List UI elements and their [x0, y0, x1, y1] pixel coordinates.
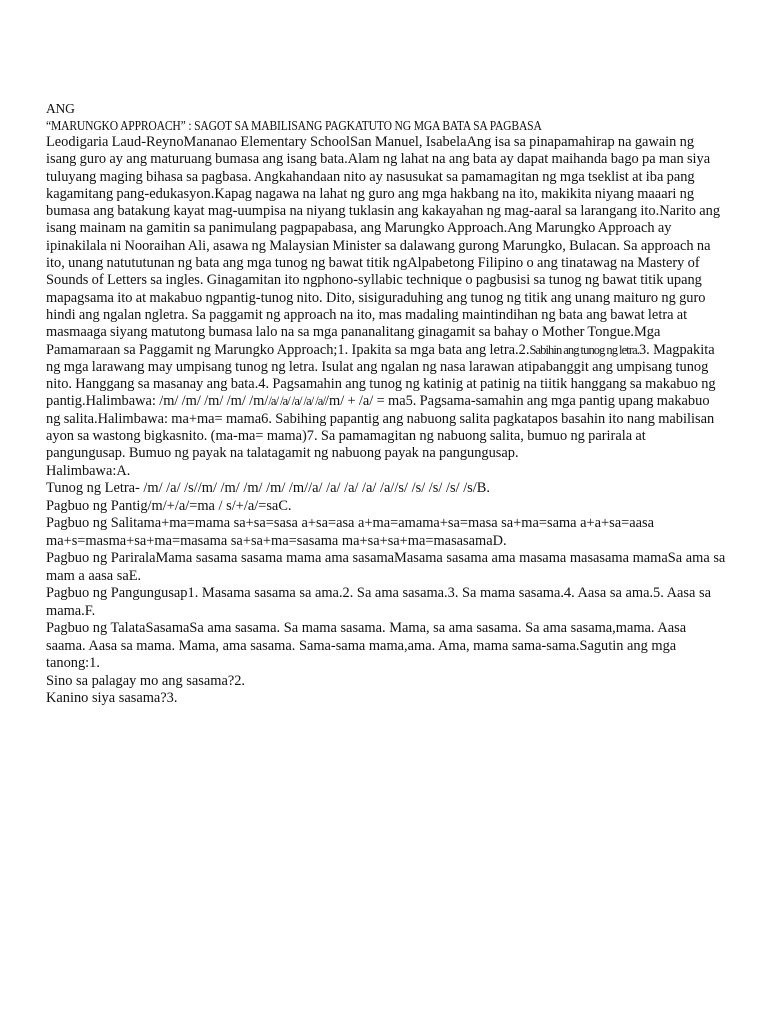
body-part-1: Leodigaria Laud-ReynoMananao Elementary SchoolSan Manuel, IsabelaAng isa sa pinapamahirap na gawain ng isang guro ay ang maturuang bumasa ang isang bata.Alam ng lahat na ang bata ay dapat maihanda bago pa man siya tuluyang maging bihasa sa pagbasa. Angkahandaan nito ay nasusukat sa pamamagitan ng mga tseklist at iba pang kagamitang pang-edukasyon.Kapag nagawa na lahat ng guro ang mga hakbang na ito, makikita niyang maaari ng bumasa ang batakung kayat mag-uumpisa na niyang tuklasin ang kakayahan ng mag-aaral sa larangang ito.Narito ang isang mainam na gamitin sa panimulang pagpapabasa, ang Marungko Approach.Ang Marungko Approach ay ipinakilala ni Nooraihan Ali, asawa ng Malaysian Minister sa dalawang gurong Marungko, Bulacan. Sa approach na ito, unang natututunan ng bata ang mga tunog ng bawat titik ngAlpabetong Filipino o ang tinatawag na Mastery of Sounds of Letters sa ingles. Ginagamitan ito ngphono-syllabic technique o pagbusisi sa tunog ng bawat titik upang mapagsama ito at makabuo ngpantig-tunog nito. Dito, sisiguraduhing ang tunog ng titik ang unang maituro ng guro hindi ang ngalan ngletra. Sa paggamit ng approach na ito, mas madaling maintindihan ng bata ang bawat letra at masmaaga siyang matutong bumasa lalo na sa mga pananalitang ginagamit sa bahay o Mother Tongue.Mga Pamamaraan sa Paggamit ng Marungko Approach;1. Ipakita sa mga bata ang letra.2.: [46, 134, 721, 358]
question-1: Sino sa palagay mo ang sasama?2.: [46, 672, 246, 689]
document-page: [46, 100, 726, 708]
word-formation: Pagbuo ng Salitama+ma=mama sa+sa=sasa a+sa=asa a+ma=amama+sa=masa sa+ma=sama a+a+sa=aasa ma+s=masma+sa+ma=masama sa+sa+ma=sasama ma+sa+sa+ma=masasamaD.: [46, 515, 655, 549]
body-part-2: Sabihin ang tunog ng letra.: [529, 342, 639, 357]
phrase-formation: Pagbuo ng PariralaMama sasama sasama mama ama sasamaMasama sasama ama masama masasama mamaSa ama sa mam a aasa saE.: [46, 550, 726, 584]
body-part-4: /a/ /a/ /a/ /a/ /a/: [268, 394, 326, 409]
question-2: Kanino siya sasama?3.: [46, 690, 178, 707]
letter-sounds: Tunog ng Letra- /m/ /a/ /s//m/ /m/ /m/ /m/ /m//a/ /a/ /a/ /a/ /a//s/ /s/ /s/ /s/ /s/B.: [46, 480, 490, 497]
example-heading: Halimbawa:A.: [46, 462, 131, 479]
sentence-formation: Pagbuo ng Pangungusap1. Masama sasama sa ama.2. Sa ama sasama.3. Sa mama sasama.4. Aasa sa ama.5. Aasa sa mama.F.: [46, 585, 711, 619]
syllable-formation: Pagbuo ng Pantig/m/+/a/=ma / s/+/a/=saC.: [46, 497, 292, 514]
title-line-2: “MARUNGKO APPROACH” : SAGOT SA MABILISANG PAGKATUTO NG MGA BATA SA PAGBASA: [46, 118, 542, 133]
body-part-3: 3. Magpakita ng mga larawang may umpisang tunog ng letra. Isulat ang ngalan ng nasa larawan atipabanggit ang umpisang tunog nito. Hanggang sa masanay ang bata.4. Pagsamahin ang tunog ng katinig at patinig na tiitik hanggang sa makabuo ng pantig.Halimbawa: /m/ /m/ /m/ /m/ /m/: [46, 341, 716, 410]
body-part-5: /m/ + /a/ = ma5. Pagsama-samahin ang mga pantig upang makabuo ng salita.Halimbawa: ma+ma= mama6. Sabihing papantig ang nabuong salita pagkatapos basahin ito nang mabilisan ayon sa wastong bigkasnito. (ma-ma= mama)7. Sa pamamagitan ng nabuong salita, bumuo ng parirala at pangungusap. Bumuo ng payak na talatagamit ng nabuong payak na pangungusap.: [46, 393, 715, 462]
paragraph-formation: Pagbuo ng TalataSasamaSa ama sasama. Sa mama sasama. Mama, sa ama sasama. Sa ama sasama,mama. Aasa saama. Aasa sa mama. Mama, ama sasama. Sama-sama mama,ama. Ama, mama sama-sama.Sagutin ang mga tanong:1.: [46, 620, 687, 672]
document-title: [46, 100, 726, 134]
article-body: [46, 134, 726, 463]
title-line-1: ANG: [46, 101, 75, 116]
